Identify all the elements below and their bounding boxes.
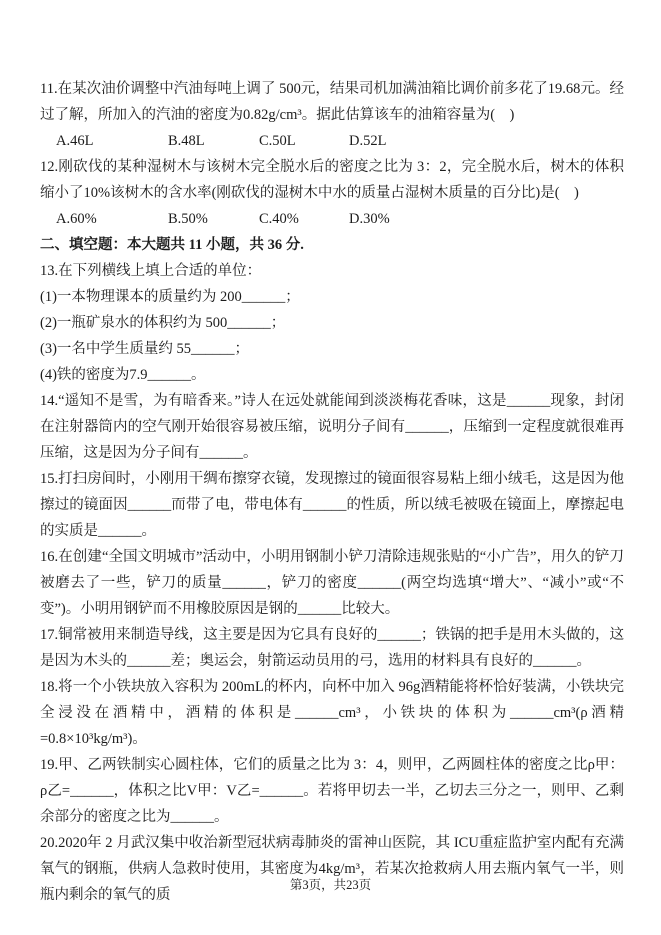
question-20-text: 20.2020年 2 月武汉集中收治新型冠状病毒肺炎的雷神山医院，其 ICU重症监护室内配有充满氧气的钢瓶，供病人急救时使用，其密度为4kg/m³，若某次抢救病人用去瓶内氧气一半，则瓶内剩余的氧气的质 (40, 835, 624, 903)
question-13-item-4: (4)铁的密度为7.9______。 (40, 367, 206, 383)
question-17-text: 17.铜常被用来制造导线，这主要是因为它具有良好的______；铁锅的把手是用木头做的，这是因为木头的______差；奥运会，射箭运动员用的弓，选用的材料具有良好的______。 (40, 627, 624, 669)
question-11-option-d: D.52L (349, 133, 387, 149)
question-19-text: 19.甲、乙两铁制实心圆柱体，它们的质量之比为 3：4，则甲，乙两圆柱体的密度之比ρ甲：ρ乙=______，体积之比V甲：V乙=______。若将甲切去一半，乙切去三分之一，则甲、乙剩余部分的密度之比为______。 (40, 757, 624, 825)
question-11-option-a: A.46L (56, 133, 94, 149)
question-13-item-1: (1)一本物理课本的质量约为 200______； (40, 289, 300, 305)
question-12-option-a: A.60% (56, 211, 97, 227)
page-footer: 第3页，共23页 (289, 878, 372, 892)
question-12-text: 12.刚砍伐的某种湿树木与该树木完全脱水后的密度之比为 3：2，完全脱水后，树木的体积缩小了10%该树木的含水率(刚砍伐的湿树木中水的质量占湿树木质量的百分比)是( ) (40, 159, 624, 201)
question-13-item-3: (3)一名中学生质量约 55______； (40, 341, 250, 357)
question-12-option-c: C.40% (259, 211, 299, 227)
question-12-option-b: B.50% (168, 211, 208, 227)
question-11-options (40, 128, 624, 154)
question-11-option-b: B.48L (168, 133, 205, 149)
question-12-options (40, 206, 624, 232)
question-18-text: 18.将一个小铁块放入容积为 200mL的杯内，向杯中加入 96g酒精能将杯恰好装满，小铁块完全浸没在酒精中，酒精的体积是______cm³，小铁块的体积为______cm³(ρ酒精=0.8×10³kg/m³)。 (40, 679, 624, 747)
question-13-item-2: (2)一瓶矿泉水的体积约为 500______； (40, 315, 286, 331)
question-12-option-d: D.30% (349, 211, 390, 227)
question-14-text: 14.“遥知不是雪，为有暗香来。”诗人在远处就能闻到淡淡梅花香味，这是______现象，封闭在注射器筒内的空气刚开始很容易被压缩，说明分子间有______，压缩到一定程度就很难再压缩，这是因为分子间有______。 (40, 393, 624, 461)
question-11-option-c: C.50L (259, 133, 296, 149)
question-13-intro: 13.在下列横线上填上合适的单位： (40, 263, 262, 279)
question-11-text: 11.在某次油价调整中汽油每吨上调了 500元，结果司机加满油箱比调价前多花了19.68元。经过了解，所加入的汽油的密度为0.82g/cm³。据此估算该车的油箱容量为( ) (40, 81, 624, 123)
question-15-text: 15.打扫房间时，小刚用干绸布擦穿衣镜，发现擦过的镜面很容易粘上细小绒毛，这是因为他擦过的镜面因______而带了电，带电体有______的性质，所以绒毛被吸在镜面上，摩擦起电的实质是______。 (40, 471, 624, 539)
section-header: 二、填空题：本大题共 11 小题，共 36 分. (40, 237, 304, 253)
question-16-text: 16.在创建“全国文明城市”活动中，小明用钢制小铲刀清除违规张贴的“小广告”，用久的铲刀被磨去了一些，铲刀的质量______，铲刀的密度______(两空均选填“增大”、“减小”或“不变”)。小明用钢铲而不用橡胶原因是钢的______比较大。 (40, 549, 624, 617)
